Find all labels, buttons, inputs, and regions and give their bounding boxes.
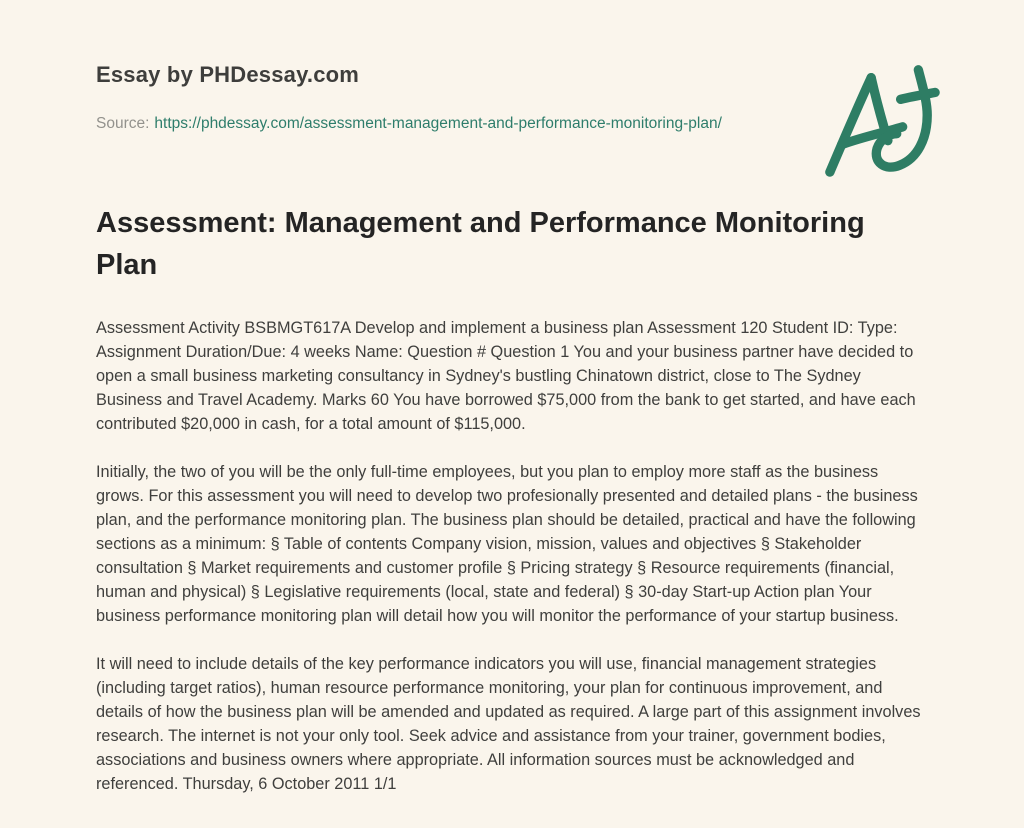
essay-paragraph-1: Assessment Activity BSBMGT617A Develop and implement a business plan Assessment 120 Student ID: Type: Assignment Duration/Due: 4 weeks Name: Question # Question 1 You and your business partner have decided to open a small business marketing consultancy in Sydney's bustling Chinatown district, close to The Sydney Business and Travel Academy. Marks 60 You have borrowed $75,000 from the bank to get started, and have each contributed $20,000 in cash, for a total amount of $115,000. [96,319,916,433]
essay-title: Assessment: Management and Performance Monitoring Plan [96,207,865,281]
source-url-link[interactable]: https://phdessay.com/assessment-management-and-performance-monitoring-plan/ [154,115,722,132]
essay-content [96,202,928,796]
source-line [96,110,751,138]
site-title: Essay by PHDessay.com [96,62,360,87]
essay-paragraph-3: It will need to include details of the key performance indicators you will use, financial management strategies (including target ratios), human resource performance monitoring, your plan for continuous improvement, and details of how the business plan will be amended and updated as required. A large part of this assignment involves research. The internet is not your only tool. Seek advice and assistance from your trainer, government bodies, associations and business owners where appropriate. All information sources must be acknowledged and referenced. Thursday, 6 October 2011 1/1 [96,655,921,793]
essay-paragraph-2: Initially, the two of you will be the only full-time employees, but you plan to employ more staff as the business grows. For this assessment you will need to develop two profesionally presented and detailed plans - the business plan, and the performance monitoring plan. The business plan should be detailed, practical and have the following sections as a minimum: § Table of contents Company vision, mission, values and objectives § Stakeholder consultation § Market requirements and customer profile § Pricing strategy § Resource requirements (financial, human and physical) § Legislative requirements (local, state and federal) § 30-day Start-up Action plan Your business performance monitoring plan will detail how you will monitor the performance of your startup business. [96,463,918,625]
source-label: Source: [96,115,150,132]
page-header [96,62,928,138]
phdessay-a-plus-logo-icon [822,58,940,180]
